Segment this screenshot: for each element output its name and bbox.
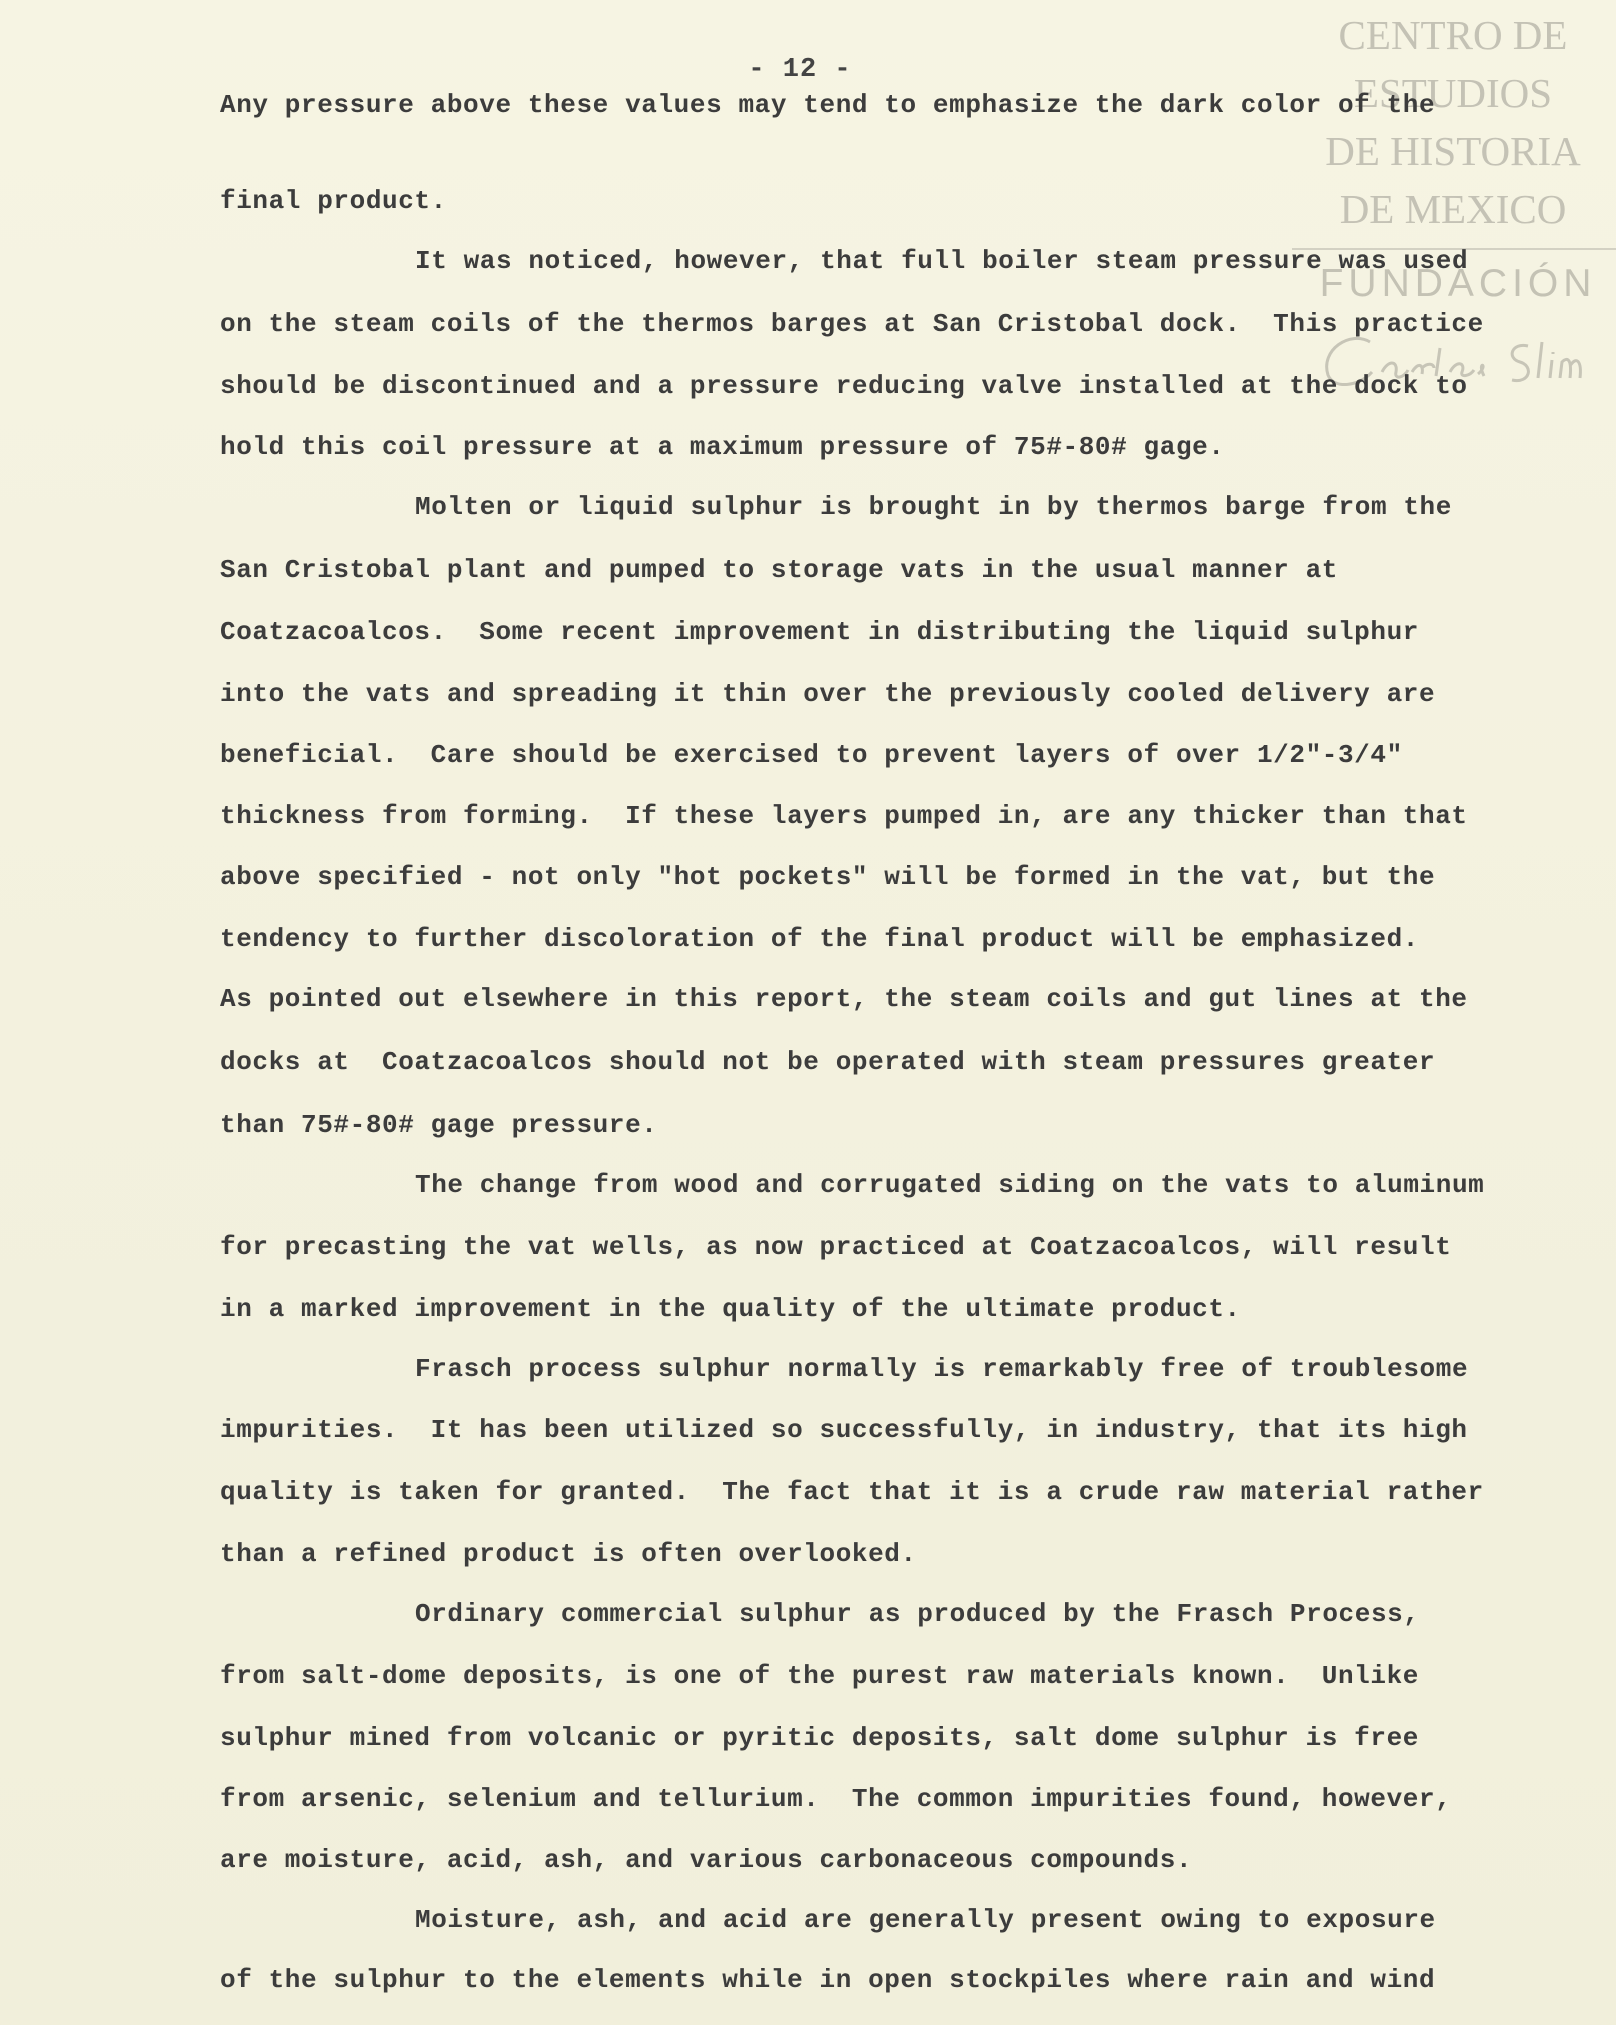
text-line: As pointed out elsewhere in this report, the steam coils and gut lines at the bbox=[220, 984, 1468, 1014]
text-line: for precasting the vat wells, as now practiced at Coatzacoalcos, will result bbox=[220, 1232, 1452, 1262]
text-line: into the vats and spreading it thin over the previously cooled delivery are bbox=[220, 679, 1436, 709]
text-line: San Cristobal plant and pumped to storage vats in the usual manner at bbox=[220, 555, 1338, 585]
text-line: Molten or liquid sulphur is brought in by thermos barge from the bbox=[415, 492, 1452, 522]
text-line: docks at Coatzacoalcos should not be operated with steam pressures greater bbox=[220, 1047, 1436, 1077]
text-line: above specified - not only "hot pockets" will be formed in the vat, but the bbox=[220, 862, 1436, 892]
text-line: impurities. It has been utilized so successfully, in industry, that its high bbox=[220, 1415, 1468, 1445]
text-line: on the steam coils of the thermos barges at San Cristobal dock. This practice bbox=[220, 309, 1484, 339]
text-line: The change from wood and corrugated siding on the vats to aluminum bbox=[415, 1170, 1485, 1200]
text-line: tendency to further discoloration of the final product will be emphasized. bbox=[220, 924, 1419, 954]
watermark-line: ESTUDIOS bbox=[1353, 70, 1553, 116]
text-line: from arsenic, selenium and tellurium. The common impurities found, however, bbox=[220, 1784, 1452, 1814]
text-line: beneficial. Care should be exercised to prevent layers of over 1/2"-3/4" bbox=[220, 740, 1403, 770]
text-line: Ordinary commercial sulphur as produced by the Frasch Process, bbox=[415, 1599, 1420, 1629]
text-line: hold this coil pressure at a maximum pressure of 75#-80# gage. bbox=[220, 432, 1225, 462]
watermark-line: CENTRO DE bbox=[1338, 12, 1568, 58]
watermark-fundacion: FUNDACIÓN bbox=[1319, 262, 1597, 305]
text-line: Any pressure above these values may tend to emphasize the dark color of the bbox=[220, 90, 1436, 120]
text-line: than a refined product is often overlooked. bbox=[220, 1539, 917, 1569]
page-number: - 12 - bbox=[748, 55, 852, 85]
text-line: than 75#-80# gage pressure. bbox=[220, 1110, 658, 1140]
text-line: It was noticed, however, that full boiler steam pressure was used bbox=[415, 246, 1469, 276]
text-line: are moisture, acid, ash, and various carbonaceous compounds. bbox=[220, 1845, 1193, 1875]
text-line: in a marked improvement in the quality of the ultimate product. bbox=[220, 1294, 1241, 1324]
text-line: final product. bbox=[220, 186, 447, 216]
text-line: Frasch process sulphur normally is remarkably free of troublesome bbox=[415, 1354, 1469, 1384]
text-line: should be discontinued and a pressure reducing valve installed at the dock to bbox=[220, 371, 1468, 401]
text-line: of the sulphur to the elements while in open stockpiles where rain and wind bbox=[220, 1965, 1436, 1995]
text-line: sulphur mined from volcanic or pyritic deposits, salt dome sulphur is free bbox=[220, 1723, 1419, 1753]
watermark-line: DE MEXICO bbox=[1339, 186, 1567, 232]
text-line: thickness from forming. If these layers pumped in, are any thicker than that bbox=[220, 801, 1468, 831]
watermark-line: DE HISTORIA bbox=[1325, 128, 1581, 174]
text-line: Coatzacoalcos. Some recent improvement in distributing the liquid sulphur bbox=[220, 617, 1419, 647]
text-line: from salt-dome deposits, is one of the purest raw materials known. Unlike bbox=[220, 1661, 1419, 1691]
text-line: quality is taken for granted. The fact that it is a crude raw material rather bbox=[220, 1477, 1484, 1507]
text-line: Moisture, ash, and acid are generally present owing to exposure bbox=[415, 1905, 1436, 1935]
